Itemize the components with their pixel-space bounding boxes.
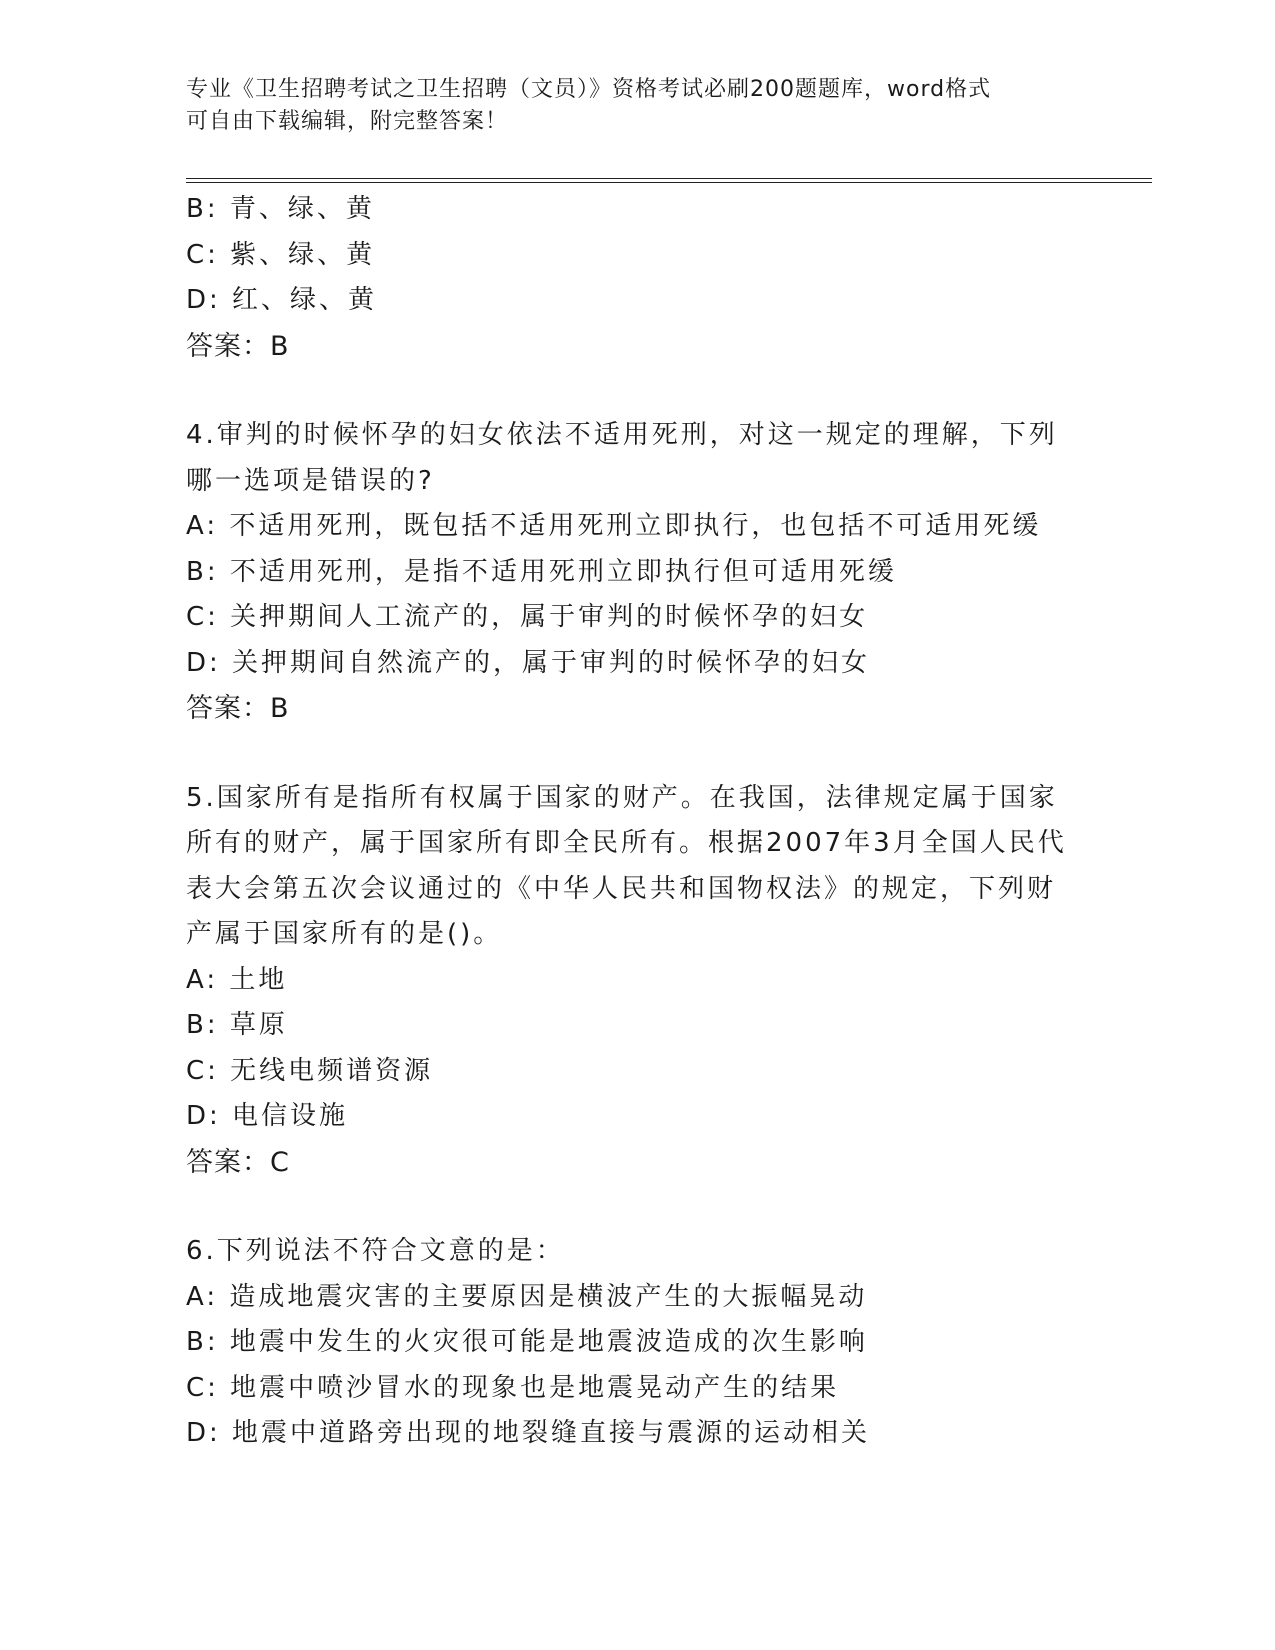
question-text: 6.下列说法不符合文意的是： xyxy=(186,1236,565,1266)
option-b: B: 青、绿、黄 xyxy=(186,194,375,224)
option-c: C: 关押期间人工流产的，属于审判的时候怀孕的妇女 xyxy=(186,602,869,632)
question-text: 所有的财产，属于国家所有即全民所有。根据2007年3月全国人民代 xyxy=(186,828,1067,858)
question-5 xyxy=(186,776,1086,1186)
question-text: 哪一选项是错误的? xyxy=(186,465,435,496)
question-text: 产属于国家所有的是()。 xyxy=(186,919,503,949)
answer: 答案：B xyxy=(186,693,290,724)
option-d: D: 红、绿、黄 xyxy=(186,285,378,315)
option-a: A: 土地 xyxy=(186,964,288,995)
option-d: D: 电信设施 xyxy=(186,1101,349,1131)
question-text: 表大会第五次会议通过的《中华人民共和国物权法》的规定，下列财 xyxy=(186,873,1057,904)
question-4 xyxy=(186,413,1086,732)
answer: 答案：C xyxy=(186,1146,290,1178)
option-c: C: 紫、绿、黄 xyxy=(186,239,376,270)
answer: 答案：B xyxy=(186,330,290,362)
question-3 xyxy=(186,187,1086,369)
option-d: D: 关押期间自然流产的，属于审判的时候怀孕的妇女 xyxy=(186,647,871,678)
question-content xyxy=(186,187,1086,1457)
option-c: C: 地震中喷沙冒水的现象也是地震晃动产生的结果 xyxy=(186,1372,840,1403)
spacer xyxy=(186,369,1086,413)
question-text: 5.国家所有是指所有权属于国家的财产。在我国，法律规定属于国家 xyxy=(186,782,1058,813)
document-header xyxy=(186,74,1086,138)
option-b: B: 草原 xyxy=(186,1010,288,1040)
question-6 xyxy=(186,1229,1086,1457)
option-a: A: 造成地震灾害的主要原因是横波产生的大振幅晃动 xyxy=(186,1281,868,1312)
option-b: B: 地震中发生的火灾很可能是地震波造成的次生影响 xyxy=(186,1327,868,1357)
question-text: 4.审判的时候怀孕的妇女依法不适用死刑，对这一规定的理解，下列 xyxy=(186,420,1058,450)
option-d: D: 地震中道路旁出现的地裂缝直接与震源的运动相关 xyxy=(186,1418,871,1448)
spacer xyxy=(186,732,1086,776)
header-line-1: 专业《卫生招聘考试之卫生招聘（文员）》资格考试必刷200题题库，word格式 xyxy=(186,77,992,102)
option-a: A: 不适用死刑，既包括不适用死刑立即执行，也包括不可适用死缓 xyxy=(186,511,1042,541)
option-b: B: 不适用死刑，是指不适用死刑立即执行但可适用死缓 xyxy=(186,556,897,587)
spacer xyxy=(186,1185,1086,1229)
header-divider xyxy=(186,178,1152,183)
header-line-2: 可自由下载编辑，附完整答案！ xyxy=(186,109,509,134)
option-c: C: 无线电频谱资源 xyxy=(186,1055,434,1086)
